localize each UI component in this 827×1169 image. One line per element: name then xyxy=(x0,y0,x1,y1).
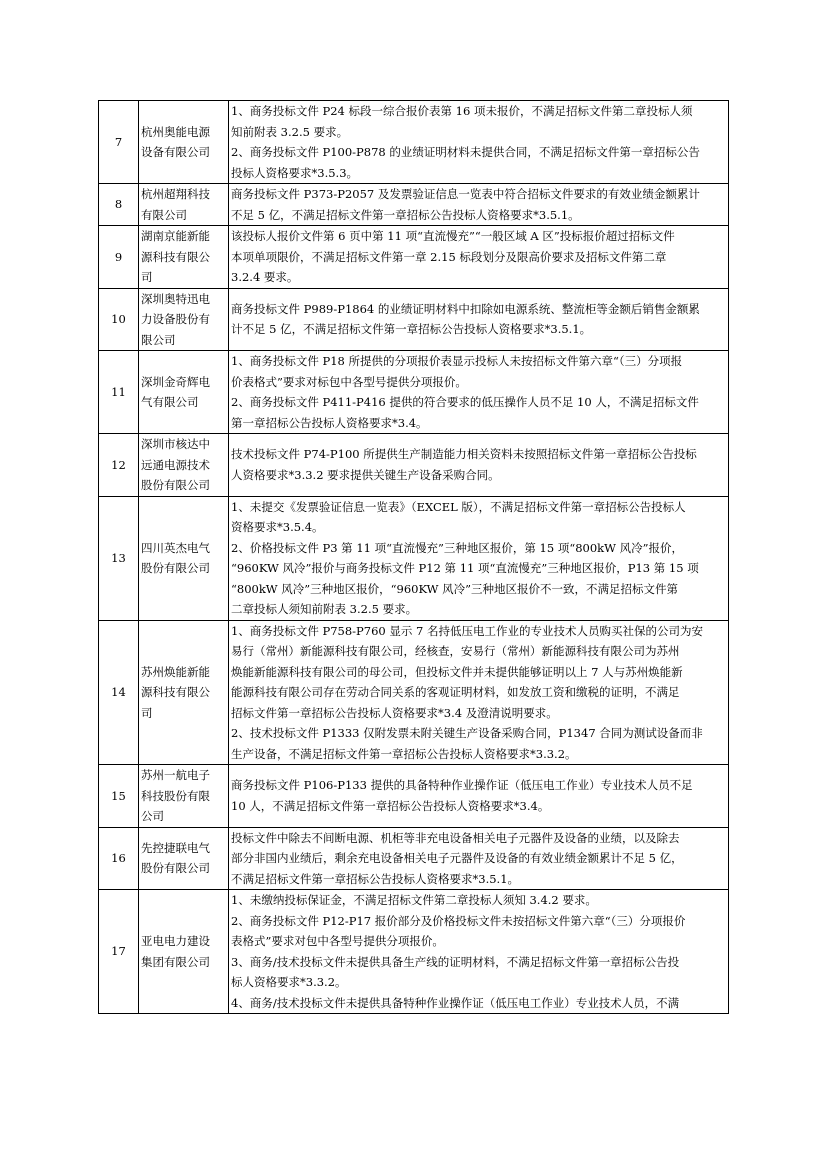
table-row xyxy=(99,827,729,890)
company-name-line: 公司 xyxy=(141,809,164,823)
reason-line: 知前附表 3.2.5 要求。 xyxy=(231,124,349,139)
company-name-line: 气有限公司 xyxy=(141,395,199,409)
company-name-line: 深圳金奇辉电 xyxy=(141,374,210,389)
reason-line: 表格式”要求对包中各型号提供分项报价。 xyxy=(231,934,444,948)
company-name-line: 集团有限公司 xyxy=(141,954,210,969)
disqualification-reason xyxy=(229,184,729,226)
company-name-line: 科技股份有限 xyxy=(141,788,210,803)
table-row xyxy=(99,496,729,620)
row-number: 7 xyxy=(99,101,139,184)
reason-line: 能源科技有限公司存在劳动合同关系的客观证明材料，如发放工资和缴税的证明，不满足 xyxy=(231,685,680,699)
disqualification-reason xyxy=(229,226,729,289)
table-row xyxy=(99,226,729,289)
row-number: 15 xyxy=(99,765,139,828)
company-name xyxy=(139,226,229,289)
reason-line: 不满足招标文件第一章招标公告投标人资格要求*3.5.1。 xyxy=(231,871,520,886)
reason-line: 4、商务/技术投标文件未提供具备特种作业操作证（低压电工作业）专业技术人员，不满 xyxy=(231,995,680,1010)
table-row xyxy=(99,765,729,828)
reason-line: 技术投标文件 P74-P100 所提供生产制造能力相关资料未按照招标文件第一章招标公告投标 xyxy=(231,447,697,462)
reason-line: 2、技术投标文件 P1333 仅附发票未附关键生产设备采购合同，P1347 合同为测试设备而非 xyxy=(231,726,703,740)
company-name xyxy=(139,496,229,620)
row-number: 13 xyxy=(99,496,139,620)
reason-line: 2、商务投标文件 P100-P878 的业绩证明材料未提供合同，不满足招标文件第一章招标公告 xyxy=(231,145,700,159)
reason-line: 1、商务投标文件 P758-P760 显示 7 名持低压电工作业的专业技术人员购买社保的公司为安 xyxy=(231,623,704,638)
reason-line: 招标文件第一章招标公告投标人资格要求*3.4 及澄清说明要求。 xyxy=(231,705,558,720)
reason-line: 价表格式”要求对标包中各型号提供分项报价。 xyxy=(231,374,467,389)
company-name-line: 股份有限公司 xyxy=(141,478,210,492)
company-name-line: 设备有限公司 xyxy=(141,145,210,159)
table-row xyxy=(99,184,729,226)
company-name-line: 限公司 xyxy=(141,332,176,347)
company-name-line: 司 xyxy=(141,270,153,284)
table-row xyxy=(99,620,729,765)
table-row xyxy=(99,434,729,497)
company-name xyxy=(139,434,229,497)
company-name-line: 四川英杰电气 xyxy=(141,540,210,555)
row-number: 17 xyxy=(99,890,139,1014)
company-name-line: 源科技有限公 xyxy=(141,249,210,264)
disqualification-reason xyxy=(229,827,729,890)
reason-line: 1、商务投标文件 P18 所提供的分项报价表显示投标人未按招标文件第六章“（三）分项报 xyxy=(231,354,683,368)
reason-line: 二章投标人须知前附表 3.2.5 要求。 xyxy=(231,602,418,616)
reason-line: 3.2.4 要求。 xyxy=(231,270,299,284)
disqualification-reason xyxy=(229,351,729,434)
row-number: 8 xyxy=(99,184,139,226)
reason-line: 1、商务投标文件 P24 标段一综合报价表第 16 项未报价，不满足招标文件第二章投标人须 xyxy=(231,104,693,118)
reason-line: 人资格要求*3.3.2 要求提供关键生产设备采购合同。 xyxy=(231,467,500,482)
reason-line: 投标人资格要求*3.5.3。 xyxy=(231,165,359,180)
reason-line: 2、商务投标文件 P12-P17 报价部分及价格投标文件未按招标文件第六章“（三）分项报价 xyxy=(231,913,686,928)
reason-line: “800kW 风冷”三种地区报价，“960KW 风冷”三种地区报价不一致，不满足招标文件第 xyxy=(231,581,679,596)
row-number: 10 xyxy=(99,288,139,351)
reason-line: 3、商务/技术投标文件未提供具备生产线的证明材料，不满足招标文件第一章招标公告投 xyxy=(231,954,680,969)
disqualification-reason xyxy=(229,288,729,351)
company-name xyxy=(139,288,229,351)
disqualification-table xyxy=(98,100,729,1014)
row-number: 12 xyxy=(99,434,139,497)
reason-line: 计不足 5 亿，不满足招标文件第一章招标公告投标人资格要求*3.5.1。 xyxy=(231,322,592,337)
company-name-line: 深圳市核达中 xyxy=(141,437,210,451)
company-name-line: 股份有限公司 xyxy=(141,861,210,876)
company-name xyxy=(139,620,229,765)
company-name-line: 亚电电力建设 xyxy=(141,934,210,948)
table-row xyxy=(99,890,729,1014)
reason-line: 本项单项限价，不满足招标文件第一章 2.15 标段划分及限高价要求及招标文件第二章 xyxy=(231,249,667,264)
reason-line: 商务投标文件 P373-P2057 及发票验证信息一览表中符合招标文件要求的有效业绩金额累计 xyxy=(231,187,700,201)
company-name-line: 苏州一航电子 xyxy=(141,768,210,782)
disqualification-reason xyxy=(229,890,729,1014)
table-row xyxy=(99,101,729,184)
company-name xyxy=(139,827,229,890)
table-row xyxy=(99,351,729,434)
reason-line: 生产设备，不满足招标文件第一章招标公告投标人资格要求*3.3.2。 xyxy=(231,746,577,761)
row-number: 11 xyxy=(99,351,139,434)
disqualification-reason xyxy=(229,101,729,184)
reason-line: 2、价格投标文件 P3 第 11 项“直流慢充”三种地区报价，第 15 项“800kW 风冷”报价， xyxy=(231,540,683,555)
disqualification-reason xyxy=(229,434,729,497)
reason-line: 第一章招标公告投标人资格要求*3.4。 xyxy=(231,415,428,430)
reason-line: 不足 5 亿，不满足招标文件第一章招标公告投标人资格要求*3.5.1。 xyxy=(231,207,580,222)
reason-line: “960KW 风冷”报价与商务投标文件 P12 第 11 项“直流慢充”三种地区报价，P13 第 15 项 xyxy=(231,561,699,575)
company-name-line: 杭州奥能电源 xyxy=(141,124,210,139)
company-name-line: 深圳奥特迅电 xyxy=(141,291,210,306)
reason-line: 部分非国内业绩后，剩余充电设备相关电子元器件及设备的有效业绩金额累计不足 5 亿， xyxy=(231,851,683,865)
row-number: 9 xyxy=(99,226,139,289)
company-name-line: 司 xyxy=(141,705,153,720)
company-name xyxy=(139,101,229,184)
reason-line: 2、商务投标文件 P411-P416 提供的符合要求的低压操作人员不足 10 人，不满足招标文件 xyxy=(231,395,699,409)
reason-line: 商务投标文件 P989-P1864 的业绩证明材料中扣除如电源系统、整流柜等金额后销售金额累 xyxy=(231,301,700,316)
table-row xyxy=(99,288,729,351)
company-name-line: 源科技有限公 xyxy=(141,685,210,699)
company-name-line: 先控捷联电气 xyxy=(141,840,210,855)
row-number: 16 xyxy=(99,827,139,890)
reason-line: 资格要求*3.5.4。 xyxy=(231,520,324,534)
reason-line: 该投标人报价文件第 6 页中第 11 项“直流慢充”“一般区域 A 区”投标报价超过招标文件 xyxy=(231,229,675,243)
disqualification-reason xyxy=(229,496,729,620)
disqualification-reason xyxy=(229,765,729,828)
company-name xyxy=(139,765,229,828)
reason-line: 10 人，不满足招标文件第一章招标公告投标人资格要求*3.4。 xyxy=(231,798,550,813)
company-name-line: 杭州超翔科技 xyxy=(141,187,210,201)
company-name-line: 股份有限公司 xyxy=(141,561,210,575)
company-name-line: 湖南京能新能 xyxy=(141,229,210,243)
company-name xyxy=(139,890,229,1014)
company-name-line: 有限公司 xyxy=(141,207,187,222)
reason-line: 易行（常州）新能源科技有限公司，经核查，安易行（常州）新能源科技有限公司为苏州 xyxy=(231,644,680,658)
company-name-line: 远通电源技术 xyxy=(141,457,210,472)
disqualification-reason xyxy=(229,620,729,765)
table-body xyxy=(99,101,729,1014)
reason-line: 商务投标文件 P106-P133 提供的具备特种作业操作证（低压电工作业）专业技术人员不足 xyxy=(231,778,693,793)
company-name-line: 苏州焕能新能 xyxy=(141,664,210,679)
reason-line: 1、未缴纳投标保证金，不满足招标文件第二章投标人须知 3.4.2 要求。 xyxy=(231,893,597,907)
reason-line: 标人资格要求*3.3.2。 xyxy=(231,975,347,989)
company-name xyxy=(139,184,229,226)
company-name xyxy=(139,351,229,434)
row-number: 14 xyxy=(99,620,139,765)
reason-line: 1、未提交《发票验证信息一览表》（EXCEL 版），不满足招标文件第一章招标公告投标人 xyxy=(231,499,686,514)
reason-line: 投标文件中除去不间断电源、机柜等非充电设备相关电子元器件及设备的业绩，以及除去 xyxy=(231,830,680,845)
company-name-line: 力设备股份有 xyxy=(141,312,210,326)
reason-line: 焕能新能源科技有限公司的母公司，但投标文件并未提供能够证明以上 7 人与苏州焕能新 xyxy=(231,664,683,679)
